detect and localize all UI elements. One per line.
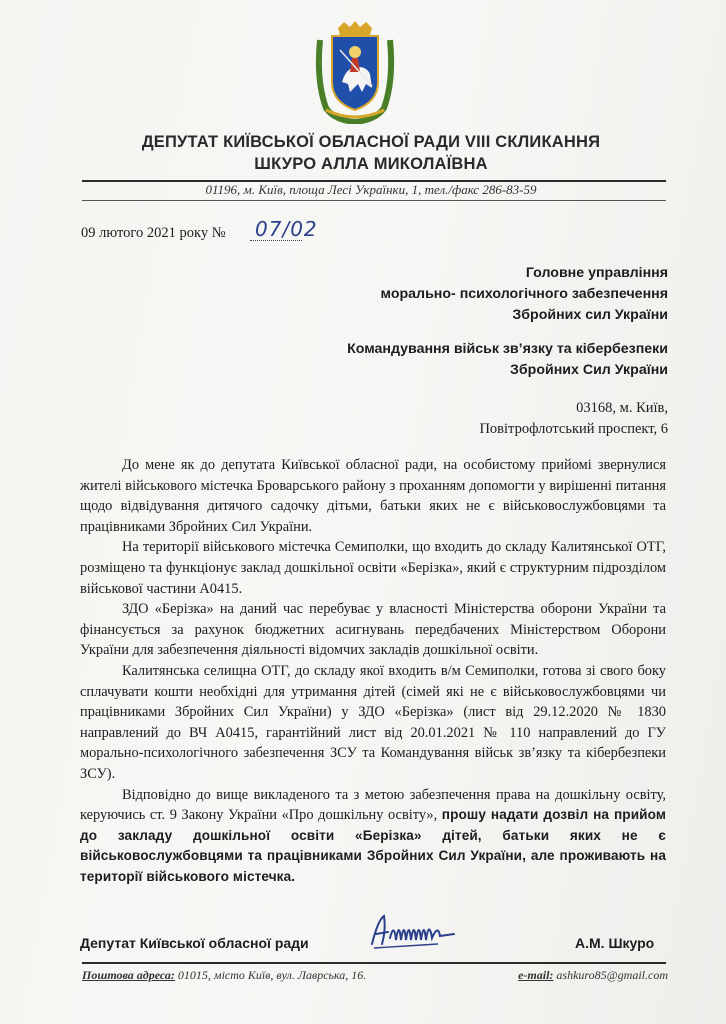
footer-email-label: e-mail: [518, 968, 554, 982]
signature-name: А.М. Шкуро [575, 935, 655, 951]
recipient-line: Збройних сил України [512, 307, 668, 323]
header-title: ДЕПУТАТ КИЇВСЬКОЇ ОБЛАСНОЇ РАДИ VIII СКЛИКАННЯ [141, 133, 601, 151]
body-paragraph: До мене як до депутата Київської обласної ради, на особистому прийомі звернулися жителі військового містечка Броварського району з проханням допомогти у вирішенні питання щодо відвідування дитячого садочку дітьми, батьки яких не є військовослужбовцями та працівниками Збройних Сил України. [80, 457, 666, 535]
footer-email-value: ashkuro85@gmail.com [556, 968, 668, 982]
letter-number-handwritten: 07/02 [255, 217, 318, 241]
body-paragraph: ЗДО «Берізка» на даний час перебуває у власності Міністерства оборони України та фінансується за рахунок бюджетних асигнувань передбачених Міністерством Оборони України для забезпечення діяльності відомчих закладів дошкільної освіти. [80, 601, 666, 659]
request-intro: Відповідно до вище викладеного та з метою забезпечення права на дошкільну освіту, керуючись ст. 9 Закону України «Про дошкільну освіту», [80, 786, 666, 824]
recipient-line: Командування військ зв’язку та кібербезпеки [347, 341, 668, 357]
header-name: ШКУРО АЛЛА МИКОЛАЇВНА [254, 155, 488, 173]
recipient-main-directorate [381, 263, 668, 326]
footer-rule [82, 962, 666, 964]
recipient-command [347, 339, 668, 381]
letter-date: 09 лютого 2021 року № [81, 225, 226, 241]
body-paragraph: Калитянська селищна ОТГ, до складу якої входить в/м Семиполки, готова зі свого боку сплачувати кошти необхідні для утримання дітей (сімей які не є військовослужбовцями чи працівниками Збройних Сил України) у ЗДО «Берізка» (лист від 29.12.2020 № 1830 направлений до ВЧ А0415, гарантійний лист від 20.01.2021 № 110 направлений до ГУ морально-психологічного забезпечення ЗСУ та Командування військ зв’язку та кібербезпеки ЗСУ). [80, 662, 666, 782]
footer-postal-label: Поштова адреса: [82, 968, 175, 982]
recipient-line: Головне управління [525, 265, 668, 281]
header-address: 01196, м. Київ, площа Лесі Українки, 1, тел./факс 286-83-59 [205, 182, 537, 197]
recipient-line: морально- психологічного забезпечення [380, 286, 668, 302]
recipient-address [479, 398, 668, 440]
body-paragraph: На території військового містечка Семиполки, що входить до складу Калитянської ОТГ, розміщено та функціонує заклад дошкільної освіти «Берізка», який є структурним підрозділом військової частини А0415. [80, 539, 666, 597]
letter-body [80, 455, 666, 887]
footer-postal-value: 01015, місто Київ, вул. Лаврська, 16. [177, 968, 367, 982]
body-paragraph-request [80, 785, 666, 888]
number-underline [250, 240, 302, 241]
footer-email [518, 968, 668, 983]
request-bold: прошу надати дозвіл на прийом до закладу дошкільної освіти «Берізка» дітей, батьки яких не є військовослужбовцями та працівниками Збройних Сил України, але проживають на території військового містечка. [80, 807, 666, 884]
header-rule-lower [82, 200, 666, 201]
footer-postal [82, 968, 366, 983]
signature-title: Депутат Київської обласної ради [80, 935, 309, 951]
handwritten-signature-icon [368, 910, 460, 952]
recipient-address-line: Повітрофлотський проспект, 6 [479, 421, 668, 437]
recipient-line: Збройних Сил України [510, 362, 668, 378]
kyiv-oblast-coat-of-arms-icon [314, 20, 396, 124]
recipient-address-line: 03168, м. Київ, [576, 400, 668, 416]
